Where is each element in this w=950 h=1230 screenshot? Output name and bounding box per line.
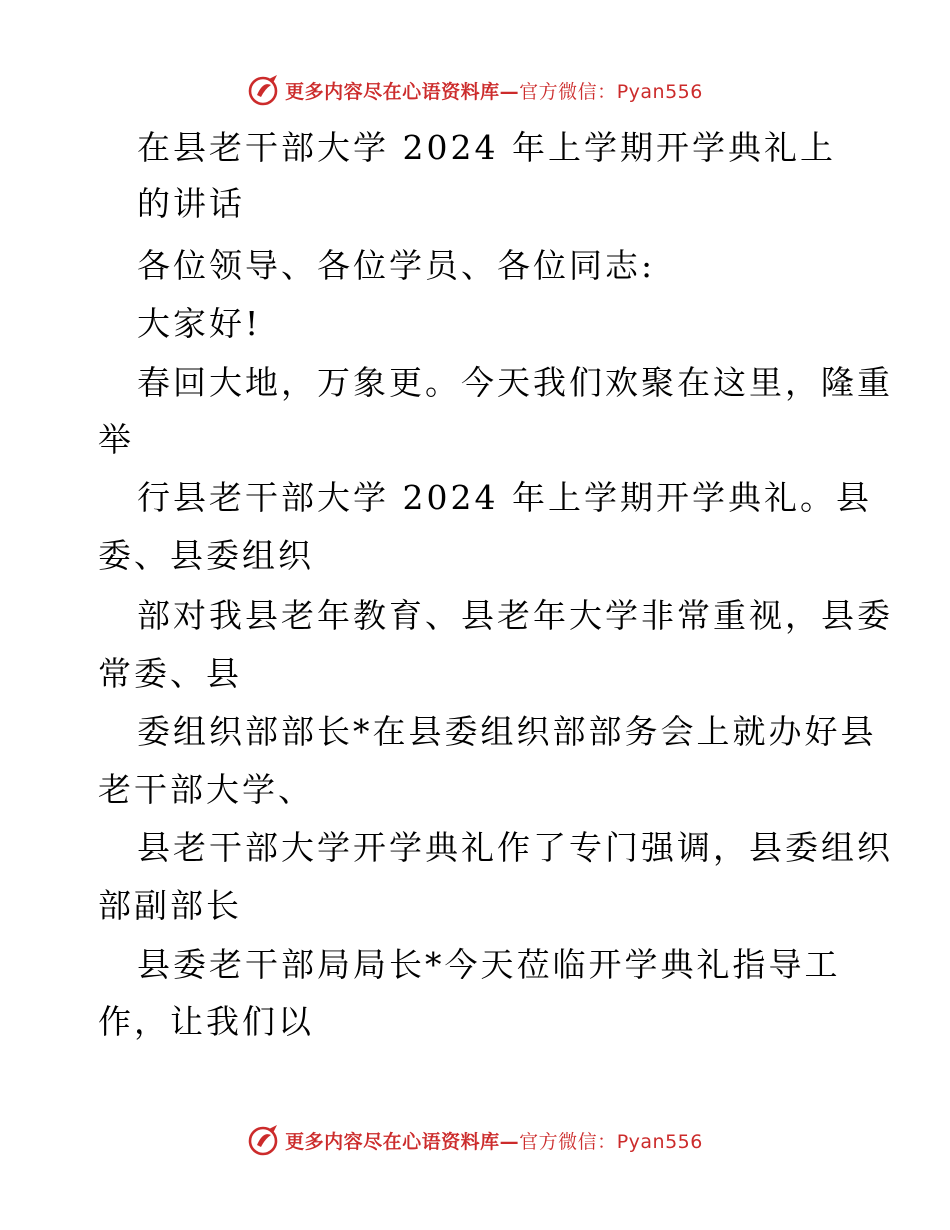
document-title-line-2: 的讲话 xyxy=(137,184,245,223)
paragraph-line: 行县老干部大学 2024 年上学期开学典礼。县 xyxy=(137,478,872,517)
logo-icon xyxy=(247,73,281,107)
paragraph-line: 委组织部部长*在县委组织部部务会上就办好县 xyxy=(137,712,877,751)
paragraph-line: 部对我县老年教育、县老年大学非常重视，县委 xyxy=(137,596,893,635)
paragraph-line: 委、县委组织 xyxy=(98,536,314,575)
banner-wechat-label: 官方微信： xyxy=(519,1130,617,1153)
header-banner xyxy=(0,70,950,110)
greeting: 大家好! xyxy=(137,304,262,343)
salutation: 各位领导、各位学员、各位同志: xyxy=(137,246,656,285)
paragraph-line: 春回大地，万象更。今天我们欢聚在这里，隆重 xyxy=(137,363,893,402)
banner-wechat-label: 官方微信： xyxy=(519,80,617,103)
paragraph-line: 举 xyxy=(98,420,134,459)
paragraph-line: 作，让我们以 xyxy=(98,1002,314,1041)
document-title-line-1: 在县老干部大学 2024 年上学期开学典礼上 xyxy=(137,128,836,167)
paragraph-line: 县委老干部局局长*今天莅临开学典礼指导工 xyxy=(137,945,841,984)
banner-dash: — xyxy=(499,1130,520,1153)
paragraph-line: 老干部大学、 xyxy=(98,770,314,809)
logo-icon xyxy=(247,1123,281,1157)
banner-brand-text: 更多内容尽在心语资料库 xyxy=(285,1130,500,1153)
footer-banner xyxy=(0,1120,950,1160)
paragraph-line: 常委、县 xyxy=(98,654,242,693)
banner-dash: — xyxy=(499,80,520,103)
paragraph-line: 部副部长 xyxy=(98,886,242,925)
banner-wechat-id: Pyan556 xyxy=(616,1130,703,1153)
banner-wechat-id: Pyan556 xyxy=(616,80,703,103)
paragraph-line: 县老干部大学开学典礼作了专门强调，县委组织 xyxy=(137,828,893,867)
banner-brand-text: 更多内容尽在心语资料库 xyxy=(285,80,500,103)
